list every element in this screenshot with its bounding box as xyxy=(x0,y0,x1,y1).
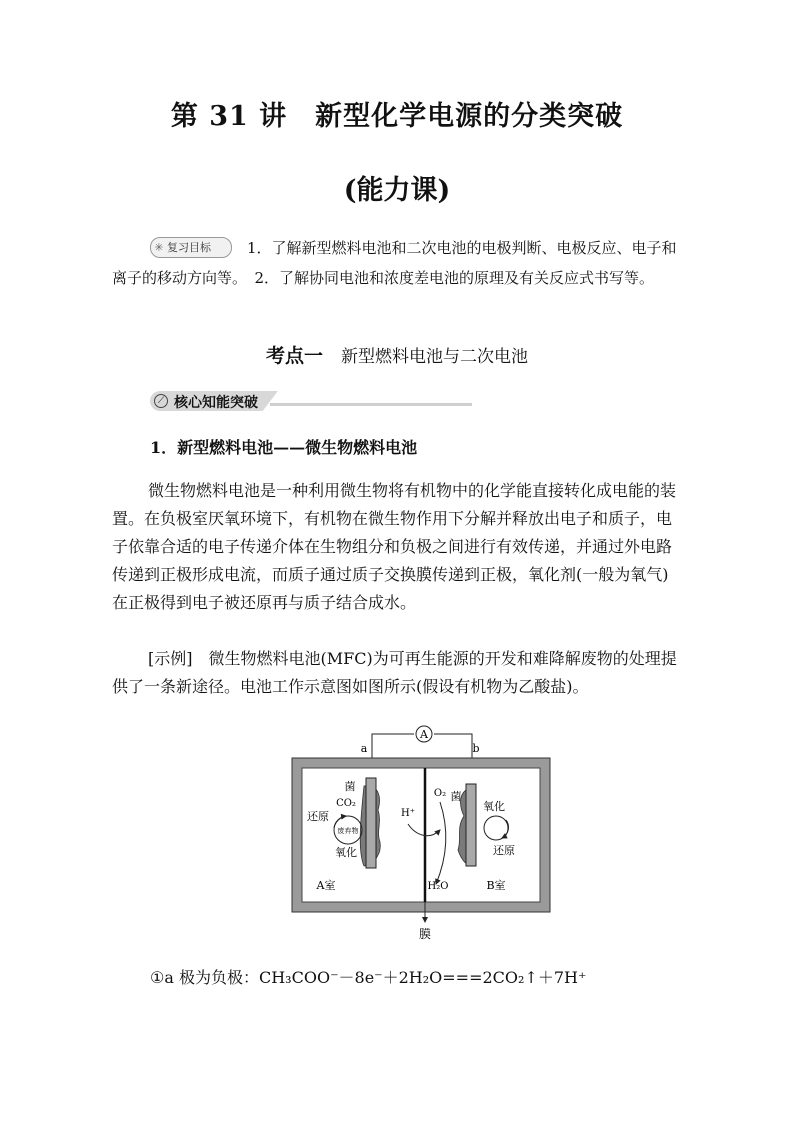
co2-label: CO₂ xyxy=(336,798,356,809)
gear-icon: ✳ xyxy=(154,241,164,254)
review-goals-badge xyxy=(150,237,232,258)
review-badge-label: 复习目标 xyxy=(167,241,211,254)
slash-circle-icon: ⟋ xyxy=(154,394,168,408)
banner-label: 核心知能突破 xyxy=(174,395,258,411)
section-label: 考点一 xyxy=(265,345,323,367)
oxidize-left-label: 氧化 xyxy=(335,846,357,859)
membrane-label: 膜 xyxy=(418,927,432,941)
equation-formula: CH₃COO⁻－8e⁻＋2H₂O===2CO₂↑＋7H⁺ xyxy=(258,968,587,987)
room-a-label: A室 xyxy=(316,879,336,892)
electrode-b-label: b xyxy=(472,742,480,755)
section-title: 新型燃料电池与二次电池 xyxy=(341,347,528,367)
room-b-label: B室 xyxy=(486,879,506,892)
water-label: H₂O xyxy=(427,881,449,892)
example-text: 微生物燃料电池(MFC)为可再生能源的开发和难降解废物的处理提供了一条新途径。电池工作示意图如图所示(假设有机物为乙酸盐)。 xyxy=(112,649,677,696)
reduce-right-label: 还原 xyxy=(493,844,515,857)
reduce-left-label: 还原 xyxy=(307,810,329,823)
subsection-heading: 1．新型燃料电池——微生物燃料电池 xyxy=(150,438,418,457)
body-paragraph: 微生物燃料电池是一种利用微生物将有机物中的化学能直接转化成电能的装置。在负极室厌氧环境下，有机物在微生物作用下分解并释放出电子和质子，电子依靠合适的电子传递介体在生物组分和负极之间进行有效传递，并通过外电路传递到正极形成电流，而质子通过质子交换膜传递到正极，氧化剂(一般为氧气)在正极得到电子被还原再与质子结合成水。 xyxy=(112,481,677,612)
electrode-a xyxy=(366,778,376,868)
o2-label: O₂ xyxy=(433,788,447,799)
ammeter-label: A xyxy=(420,728,428,741)
battery-diagram xyxy=(290,724,552,944)
section-heading xyxy=(0,341,794,368)
bacteria-left-label: 菌 xyxy=(344,780,356,793)
page-subtitle: (能力课) xyxy=(343,175,451,206)
waste-label: 废弃物 xyxy=(337,827,359,835)
page-title: 第 31 讲 新型化学电源的分类突破 xyxy=(170,101,624,132)
electrode-b xyxy=(466,784,476,866)
equation-prefix: ①a 极为负极： xyxy=(150,968,259,987)
proton-label: H⁺ xyxy=(401,808,415,819)
review-goals-text: 1．了解新型燃料电池和二次电池的电极判断、电极反应、电子和离子的移动方向等。 2．了解协同电池和浓度差电池的原理及有关反应式书写等。 xyxy=(112,239,677,287)
example-paragraph xyxy=(112,645,682,701)
oxidize-right-label: 氧化 xyxy=(483,800,505,813)
core-knowledge-banner xyxy=(150,391,472,411)
equation-line xyxy=(150,965,586,988)
electrode-a-label: a xyxy=(360,742,368,755)
example-tag: [示例] xyxy=(148,649,193,668)
banner-rule xyxy=(270,403,472,406)
bacteria-right-label: 菌 xyxy=(450,790,462,803)
